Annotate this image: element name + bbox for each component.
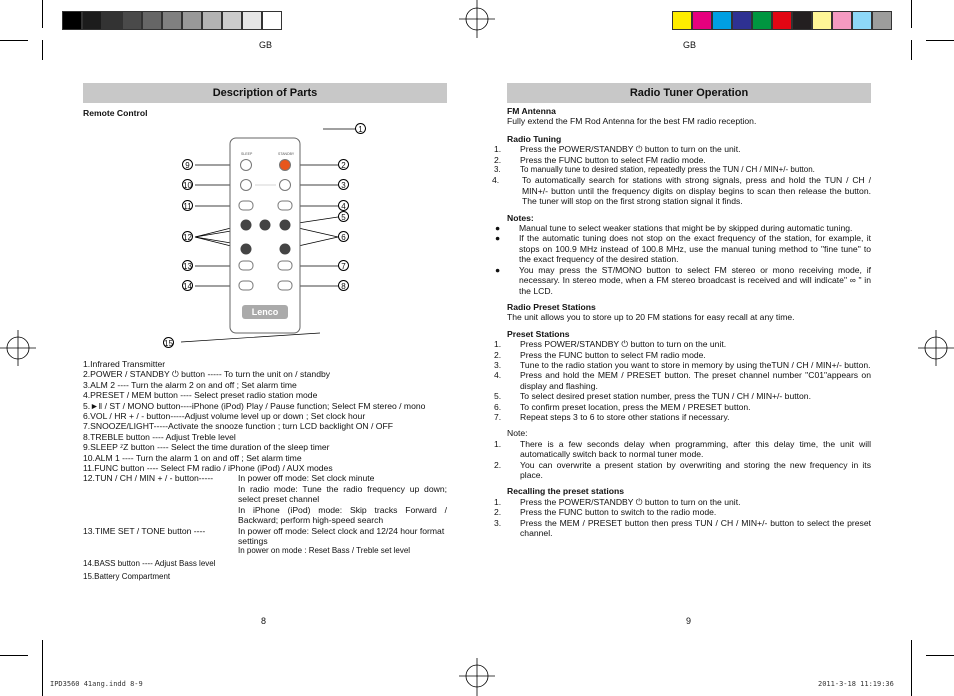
crop-mark bbox=[0, 40, 28, 41]
registration-mark-icon bbox=[914, 328, 954, 368]
part-item: 7.SNOOZE/LIGHT-----Activate the snooze function ; turn LCD backlight ON / OFF bbox=[83, 421, 393, 432]
callout-6: 6 bbox=[338, 231, 349, 242]
color-swatch bbox=[162, 11, 182, 30]
preset-text: The unit allows you to store up to 20 FM stations for easy recall at any time. bbox=[507, 312, 795, 323]
part-item: 12.TUN / CH / MIN + / - button----- In power off mode: Set clock minute In radio mode: Tune the radio frequency up down; select preset channel In iPhone (iPod) mode: Skip tracks Forward / Backward; perform high-speed search bbox=[83, 473, 447, 526]
color-swatch bbox=[242, 11, 262, 30]
callout-10: 10 bbox=[183, 181, 192, 190]
callout-1: 1 bbox=[355, 123, 366, 134]
color-swatch bbox=[102, 11, 122, 30]
radio-tuning-title: Radio Tuning bbox=[507, 133, 562, 144]
language-tag: GB bbox=[683, 40, 697, 50]
color-swatch bbox=[732, 11, 752, 30]
svg-text:SLEEP: SLEEP bbox=[241, 152, 253, 156]
callout-5: 5 bbox=[338, 211, 349, 222]
list-item: 1. There is a few seconds delay when programming, after this delay time, the unit will automatically switch back to normal tuner mode. bbox=[494, 438, 871, 460]
color-swatch bbox=[222, 11, 242, 30]
list-item: 1. Press the POWER/STANDBY ⏻ button to turn on the unit. bbox=[494, 496, 741, 507]
color-swatch bbox=[852, 11, 872, 30]
part-item: 6.VOL / HR + / - button-----Adjust volume level up or down ; Set clock hour bbox=[83, 411, 366, 422]
color-swatch bbox=[262, 11, 282, 30]
recall-title: Recalling the preset stations bbox=[507, 486, 625, 497]
process-color-bar bbox=[672, 11, 892, 30]
part-item: 3.ALM 2 ---- Turn the alarm 2 on and off ; Set alarm time bbox=[83, 379, 297, 390]
preset-title: Radio Preset Stations bbox=[507, 301, 596, 312]
list-item: 5. To select desired preset station number, press the TUN / CH / MIN+/- button. bbox=[494, 391, 811, 402]
color-swatch bbox=[202, 11, 222, 30]
preset-stations-title: Preset Stations bbox=[507, 328, 570, 339]
crop-mark bbox=[42, 40, 43, 60]
callout-7: 7 bbox=[338, 260, 349, 271]
part-item: 15.Battery Compartment bbox=[83, 572, 171, 582]
brand-logo: Lenco bbox=[251, 307, 279, 317]
crop-mark bbox=[42, 640, 43, 696]
list-item: 1. Press the POWER/STANDBY ⏻ button to turn on the unit. bbox=[494, 144, 741, 155]
page-number: 8 bbox=[261, 616, 267, 626]
part-item: 2.POWER / STANDBY ⏻ button ----- To turn the unit on / standby bbox=[83, 369, 331, 380]
part-item: 11.FUNC button ---- Select FM radio / iPhone (iPod) / AUX modes bbox=[83, 463, 333, 474]
color-swatch bbox=[832, 11, 852, 30]
part-item: 5.►‖ / ST / MONO button----iPhone (iPod) Play / Pause function; Select FM stereo / mono bbox=[83, 400, 426, 411]
section-title: Radio Tuner Operation bbox=[507, 83, 871, 103]
color-swatch bbox=[712, 11, 732, 30]
color-swatch bbox=[872, 11, 892, 30]
registration-mark-icon bbox=[457, 0, 497, 40]
color-swatch bbox=[792, 11, 812, 30]
crop-mark bbox=[911, 40, 912, 60]
color-swatch bbox=[752, 11, 772, 30]
crop-mark bbox=[926, 655, 954, 656]
callout-2: 2 bbox=[338, 159, 349, 170]
list-item: 6. To confirm preset location, press the MEM / PRESET button. bbox=[494, 401, 751, 412]
part-item: 14.BASS button ---- Adjust Bass level bbox=[83, 558, 216, 568]
list-item: 2. Press the FUNC button to switch to the radio mode. bbox=[494, 507, 717, 518]
crop-mark bbox=[926, 40, 954, 41]
crop-mark bbox=[42, 0, 43, 28]
section-title: Description of Parts bbox=[83, 83, 447, 103]
color-swatch bbox=[62, 11, 82, 30]
list-item: 1. Press POWER/STANDBY ⏻ button to turn on the unit. bbox=[494, 339, 727, 350]
remote-control-label: Remote Control bbox=[83, 108, 148, 118]
callout-15: 15 bbox=[164, 339, 173, 348]
grayscale-color-bar bbox=[62, 11, 282, 30]
color-swatch bbox=[772, 11, 792, 30]
part-item: 9.SLEEP ᶻZ button ---- Select the time duration of the sleep timer bbox=[83, 442, 330, 453]
fm-antenna-title: FM Antenna bbox=[507, 106, 556, 116]
registration-mark-icon bbox=[0, 328, 40, 368]
list-item: 4. Press and hold the MEM / PRESET button. The preset channel number "C01"appears on display and flashing. bbox=[494, 370, 871, 391]
footer-filename: IPD3560 41ang.indd 8-9 bbox=[50, 680, 143, 688]
list-item: 2. Press the FUNC button to select FM radio mode. bbox=[494, 154, 706, 165]
footer-timestamp: 2011-3-18 11:19:36 bbox=[818, 680, 894, 688]
list-item: ● You may press the ST/MONO button to select FM stereo or mono receiving mode, if necessary. In stereo mode, when a FM stereo broadcast is received and will indicate" ∞ " in the LCD. bbox=[495, 264, 871, 296]
part-item: 4.PRESET / MEM button ---- Select preset radio station mode bbox=[83, 390, 318, 401]
list-item: 2. You can overwrite a present station by overwriting and storing the new frequency in its place. bbox=[494, 459, 871, 480]
part-item: 1.Infrared Transmitter bbox=[83, 359, 166, 369]
part-item: 13.TIME SET / TONE button ---- In power off mode: Select clock and 12/24 hour format settings In power on mode : Reset Bass / Treble set level bbox=[83, 525, 445, 556]
page-number: 9 bbox=[686, 616, 692, 626]
radio-content bbox=[492, 106, 871, 539]
color-swatch bbox=[122, 11, 142, 30]
crop-mark bbox=[911, 0, 912, 28]
color-swatch bbox=[182, 11, 202, 30]
callout-9: 9 bbox=[182, 159, 193, 170]
callout-12: 12 bbox=[183, 233, 192, 242]
parts-list bbox=[83, 359, 447, 583]
crop-mark bbox=[911, 640, 912, 696]
list-item: 7. Repeat steps 3 to 6 to store other stations if necessary. bbox=[494, 411, 730, 422]
list-item: 3. To manually tune to desired station, repeatedly press the TUN / CH / MIN+/- button. bbox=[494, 165, 815, 175]
list-item: 4. To automatically search for stations with strong signals, press and hold the TUN / CH / MIN+/- button until the frequency digits on display begins to scan then release the button. The tuner will stop on the first strong station signal it finds. bbox=[492, 175, 871, 207]
color-swatch bbox=[692, 11, 712, 30]
language-tag: GB bbox=[259, 40, 273, 50]
color-swatch bbox=[82, 11, 102, 30]
color-swatch bbox=[142, 11, 162, 30]
callout-4: 4 bbox=[338, 200, 349, 211]
list-item: 3. Tune to the radio station you want to store in memory by using theTUN / CH / MIN+/- button. bbox=[494, 359, 871, 370]
list-item: ● If the automatic tuning does not stop on the exact frequency of the station, for example, it stops on 100.9 MHz instead of 100.8 MHz, use the manual tuning method to "fine tune" to the exact frequency of the desired station. bbox=[495, 233, 871, 265]
registration-mark-icon bbox=[457, 656, 497, 696]
list-item: 2. Press the FUNC button to select FM radio mode. bbox=[494, 349, 706, 360]
part-item: 10.ALM 1 ---- Turn the alarm 1 on and off ; Set alarm time bbox=[83, 452, 302, 463]
color-swatch bbox=[812, 11, 832, 30]
list-item: ● Manual tune to select weaker stations that might be by skipped during automatic tuning. bbox=[495, 223, 853, 234]
fm-antenna-text: Fully extend the FM Rod Antenna for the best FM radio reception. bbox=[507, 116, 757, 127]
callout-3: 3 bbox=[338, 179, 349, 190]
svg-text:STANDBY: STANDBY bbox=[278, 152, 295, 156]
list-item: 3. Press the MEM / PRESET button then press TUN / CH / MIN+/- button to select the preset channel. bbox=[494, 517, 871, 539]
part-item: 8.TREBLE button ---- Adjust Treble level bbox=[83, 431, 236, 442]
callout-14: 14 bbox=[183, 282, 192, 291]
note-title: Note: bbox=[507, 428, 528, 439]
callout-13: 13 bbox=[183, 262, 192, 271]
callout-11: 11 bbox=[183, 202, 192, 211]
color-swatch bbox=[672, 11, 692, 30]
notes-title: Notes: bbox=[507, 212, 534, 223]
crop-mark bbox=[0, 655, 28, 656]
callout-8: 8 bbox=[338, 280, 349, 291]
